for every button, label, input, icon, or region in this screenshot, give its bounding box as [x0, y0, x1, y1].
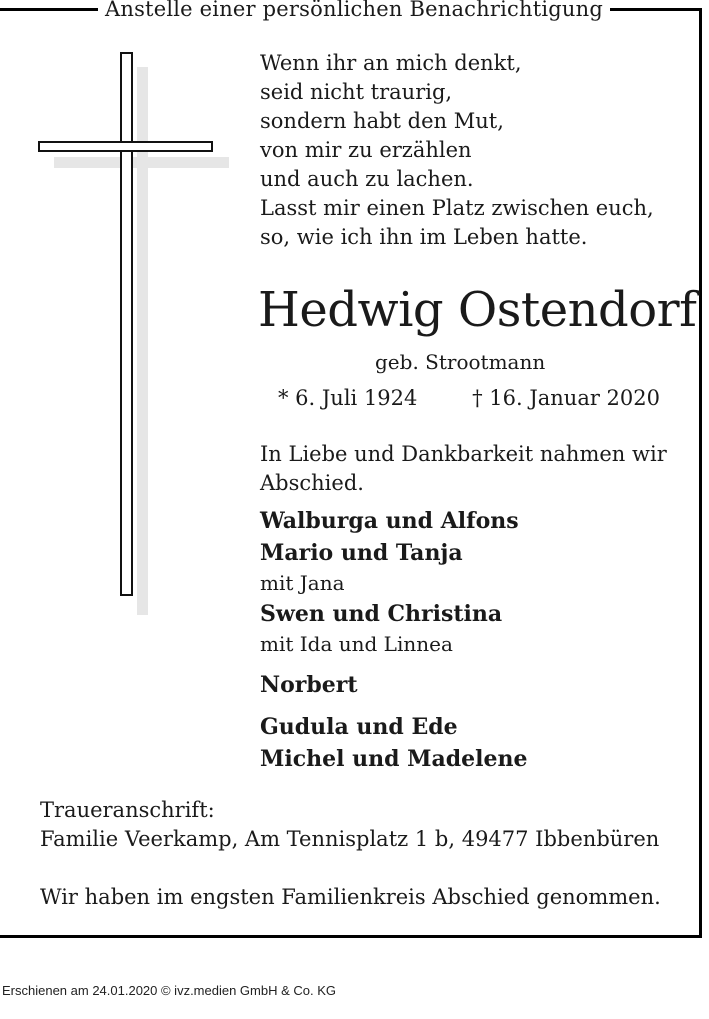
- poem-line: sondern habt den Mut,: [260, 109, 504, 133]
- life-dates: [278, 384, 660, 413]
- mourner-name: Swen und Christina: [260, 601, 503, 627]
- closing-note: Wir haben im engsten Familienkreis Abschied genommen.: [40, 885, 661, 909]
- notice-header: Anstelle einer persönlichen Benachrichtigung: [98, 0, 610, 23]
- cross-vertical-beam: [120, 52, 133, 596]
- death-date: † 16. Januar 2020: [472, 386, 660, 410]
- address-line: Familie Veerkamp, Am Tennisplatz 1 b, 49477 Ibbenbüren: [40, 827, 660, 851]
- mourner-sub: mit Jana: [260, 571, 345, 595]
- mourner-sub: mit Ida und Linnea: [260, 632, 453, 656]
- poem: [260, 49, 654, 252]
- poem-line: von mir zu erzählen: [260, 138, 472, 162]
- group-gap: [260, 701, 527, 711]
- mourner-name: Gudula und Ede: [260, 714, 458, 740]
- birth-date: * 6. Juli 1924: [278, 386, 418, 410]
- mourner-name: Mario und Tanja: [260, 540, 463, 566]
- mourner-name: Norbert: [260, 672, 358, 698]
- mourners-list: [260, 505, 527, 775]
- birth-name: geb. Strootmann: [375, 350, 546, 374]
- mourning-address: [40, 796, 659, 854]
- poem-line: Lasst mir einen Platz zwischen euch,: [260, 196, 654, 220]
- cross-joint: [122, 143, 131, 150]
- deceased-name: Hedwig Ostendorf: [258, 282, 697, 338]
- cross-shadow-horizontal: [54, 157, 229, 168]
- farewell-intro: In Liebe und Dankbarkeit nahmen wir Abschied.: [260, 442, 667, 495]
- poem-line: und auch zu lachen.: [260, 167, 474, 191]
- publication-footer: Erschienen am 24.01.2020 © ivz.medien GmbH & Co. KG: [2, 983, 337, 998]
- mourner-name: Walburga und Alfons: [260, 508, 519, 534]
- poem-line: seid nicht traurig,: [260, 80, 453, 104]
- mourner-name: Michel und Madelene: [260, 746, 528, 772]
- poem-line: so, wie ich ihn im Leben hatte.: [260, 225, 588, 249]
- address-label: Traueranschrift:: [40, 798, 215, 822]
- group-gap: [260, 659, 527, 669]
- poem-line: Wenn ihr an mich denkt,: [260, 51, 522, 75]
